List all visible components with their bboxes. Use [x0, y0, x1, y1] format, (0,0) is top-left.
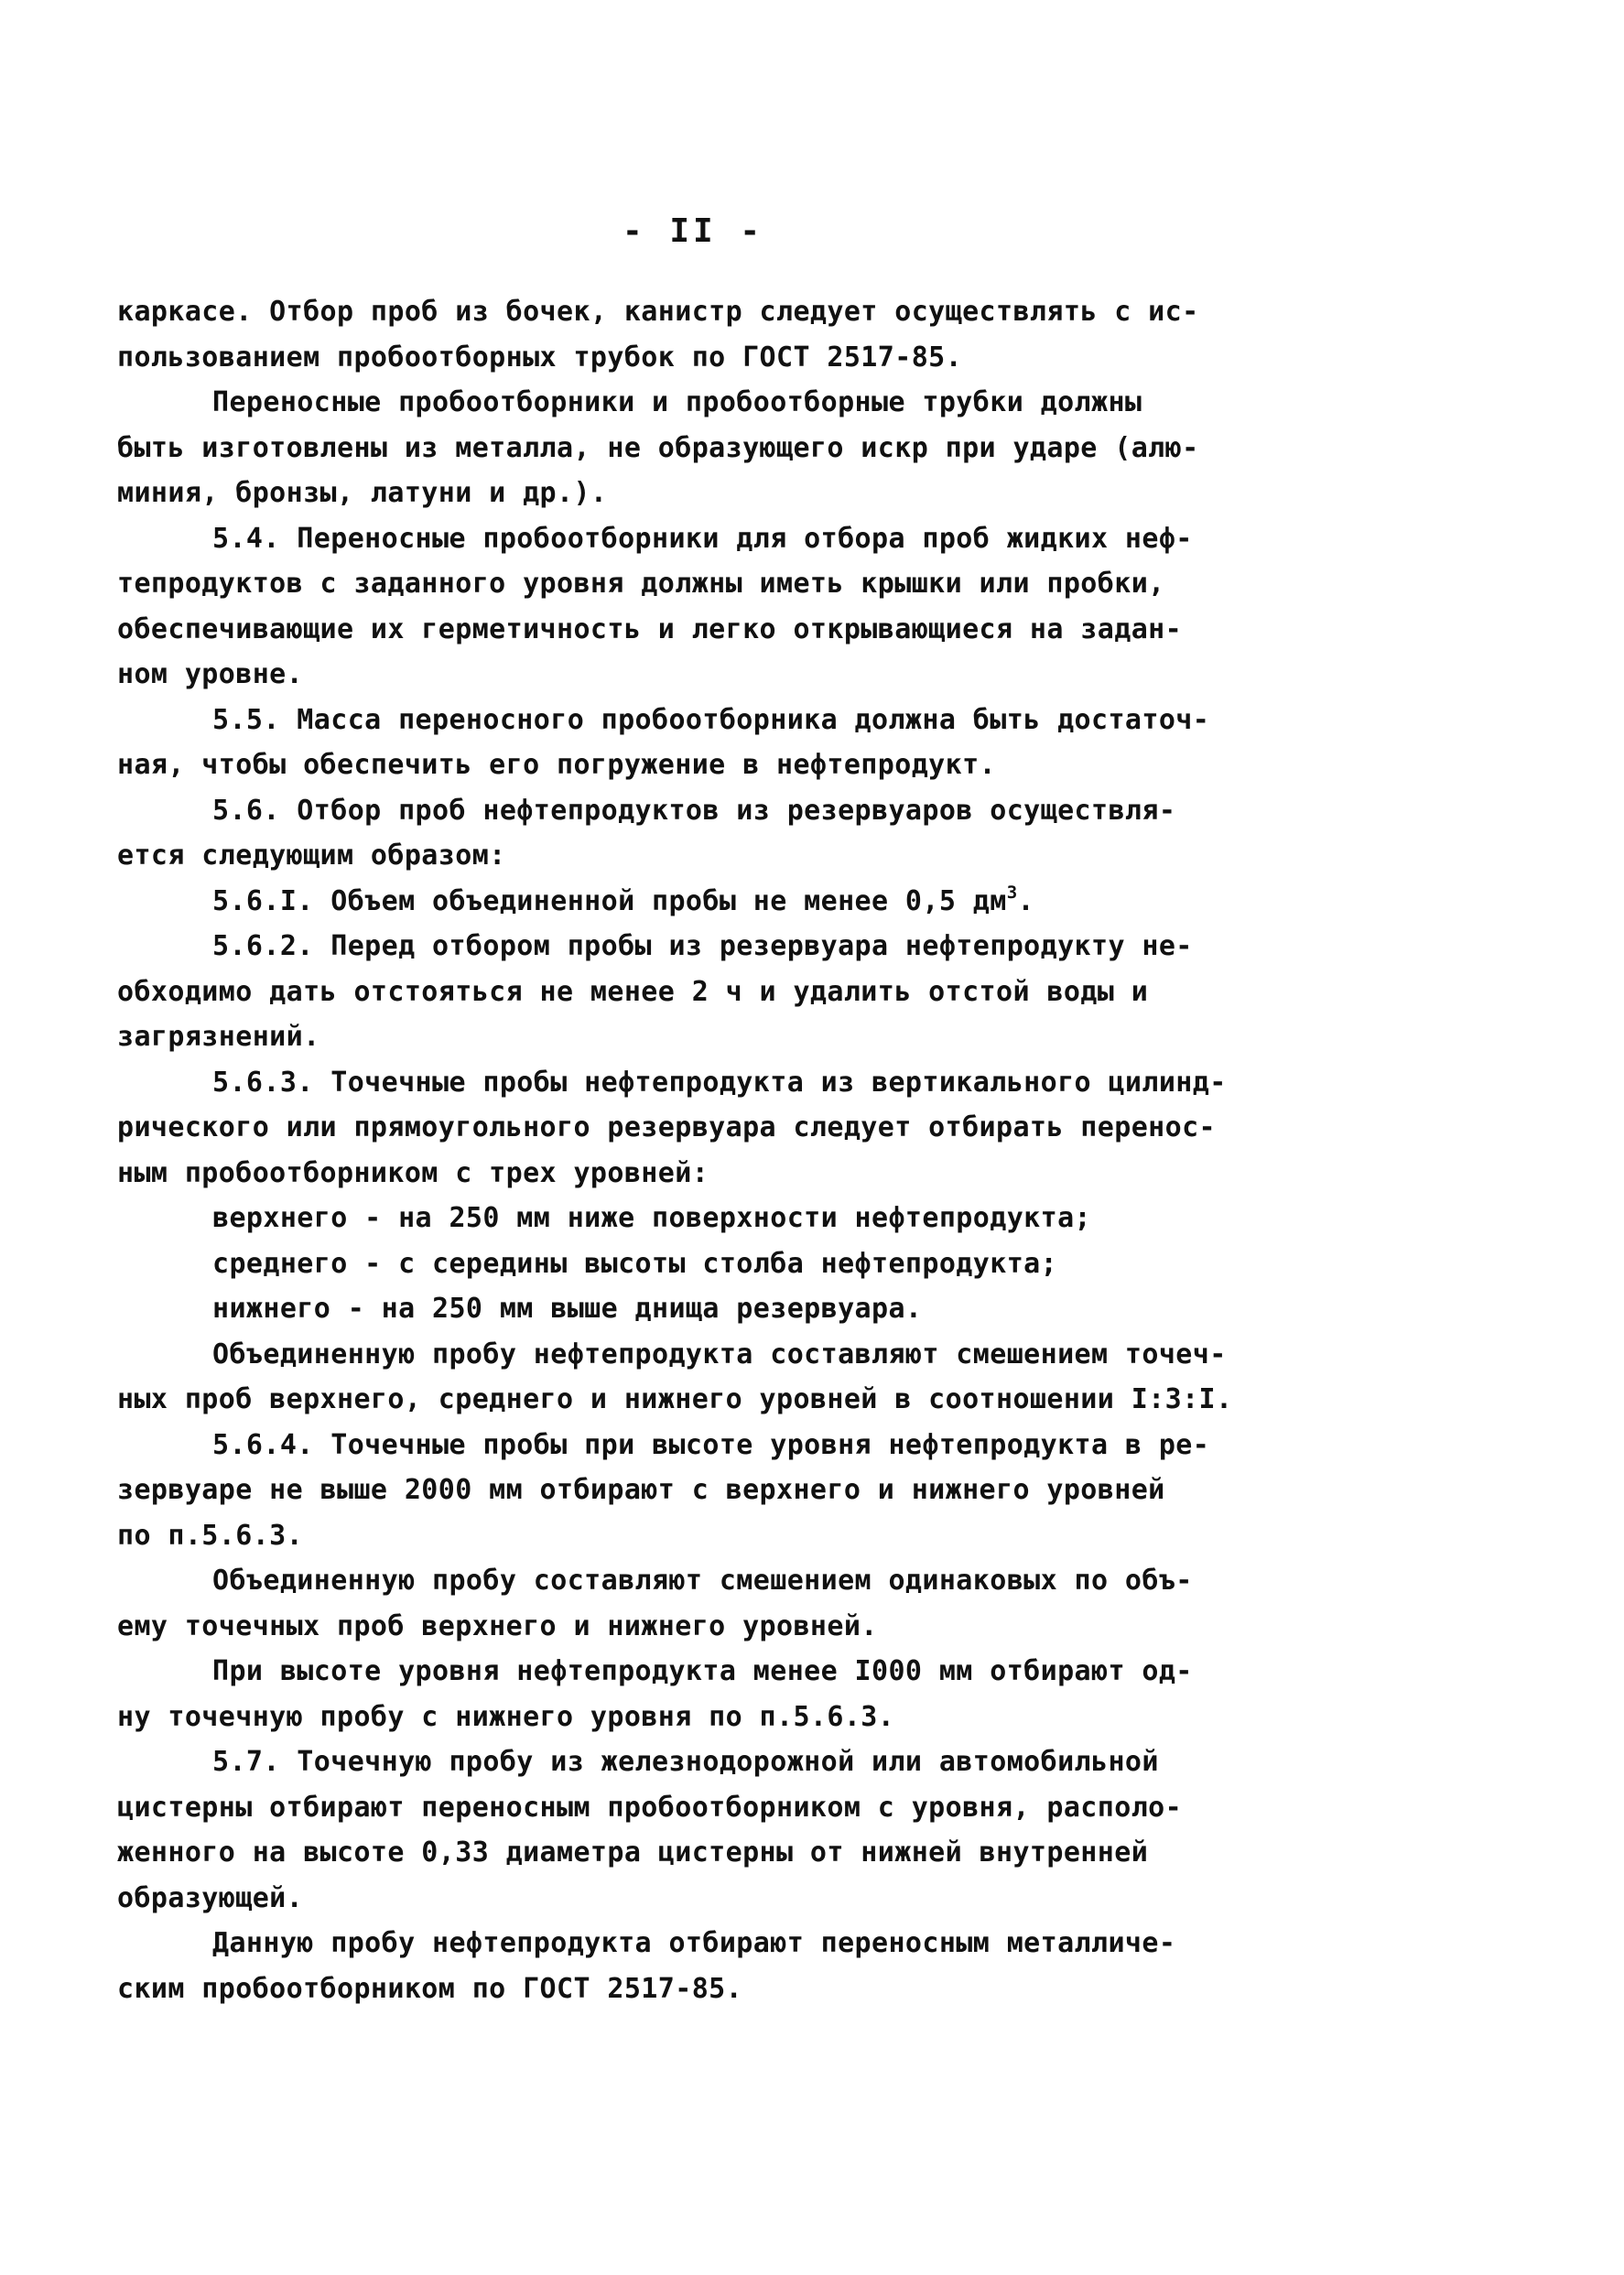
text-line: среднего - с середины высоты столба нефтепродукта; — [212, 1247, 1058, 1280]
superscript: 3 — [1006, 882, 1018, 903]
text-line: рического или прямоугольного резервуара следует отбирать перенос- — [117, 1111, 1216, 1143]
text-line: ется следующим образом: — [117, 840, 506, 872]
text-line: верхнего - на 250 мм ниже поверхности нефтепродукта; — [212, 1202, 1091, 1234]
text-segment: 5.6.I. Объем объединенной пробы не менее 0,5 дм — [212, 884, 1007, 917]
text-line: быть изготовлены из металла, не образующего искр при ударе (алю- — [117, 431, 1199, 464]
text-line: ном уровне. — [117, 658, 304, 690]
text-line: ну точечную пробу с нижнего уровня по п.5.6.3. — [117, 1700, 895, 1733]
text-line: тепродуктов с заданного уровня должны иметь крышки или пробки, — [117, 568, 1165, 600]
text-line: Объединенную пробу нефтепродукта составляют смешением точеч- — [212, 1338, 1227, 1370]
page-number: - II - — [623, 212, 764, 250]
text-line: 5.6. Отбор проб нефтепродуктов из резервуаров осуществля- — [212, 794, 1176, 827]
text-line: Переносные пробоотборники и пробоотборные трубки должны — [212, 386, 1142, 418]
text-line: 5.6.3. Точечные пробы нефтепродукта из вертикального цилинд- — [212, 1066, 1227, 1099]
text-line: обходимо дать отстояться не менее 2 ч и удалить отстой воды и — [117, 975, 1149, 1008]
text-line: При высоте уровня нефтепродукта менее I000 мм отбирают од- — [212, 1655, 1193, 1687]
text-line: ским пробоотборником по ГОСТ 2517-85. — [117, 1972, 743, 2005]
text-line: Данную пробу нефтепродукта отбирают переносным металличе- — [212, 1927, 1176, 1959]
text-line: нижнего - на 250 мм выше днища резервуара. — [212, 1293, 923, 1325]
text-line: цистерны отбирают переносным пробоотборником с уровня, располо- — [117, 1791, 1183, 1824]
text-line: зервуаре не выше 2000 мм отбирают с верхнего и нижнего уровней — [117, 1474, 1165, 1506]
text-segment: . — [1017, 884, 1035, 917]
text-line: ным пробоотборником с трех уровней: — [117, 1156, 709, 1189]
text-line: ная, чтобы обеспечить его погружение в нефтепродукт. — [117, 749, 996, 781]
text-line: пользованием пробоотборных трубок по ГОСТ 2517-85. — [117, 341, 963, 374]
text-line: каркасе. Отбор проб из бочек, канистр следует осуществлять с ис- — [117, 296, 1199, 328]
text-line: Объединенную пробу составляют смешением одинаковых по объ- — [212, 1565, 1193, 1597]
text-line: 5.6.4. Точечные пробы при высоте уровня нефтепродукта в ре- — [212, 1428, 1210, 1461]
text-line: женного на высоте 0,33 диаметра цистерны от нижней внутренней — [117, 1836, 1149, 1869]
body-text — [117, 289, 1564, 2011]
text-line: 5.6.2. Перед отбором пробы из резервуара нефтепродукту не- — [212, 930, 1193, 962]
text-line: образующей. — [117, 1881, 304, 1914]
text-line: ных проб верхнего, среднего и нижнего уровней в соотношении I:3:I. — [117, 1383, 1233, 1415]
text-line: 5.4. Переносные пробоотборники для отбора проб жидких неф- — [212, 522, 1193, 555]
text-line: по п.5.6.3. — [117, 1519, 304, 1552]
text-line: загрязнений. — [117, 1021, 320, 1053]
text-line: обеспечивающие их герметичность и легко открывающиеся на задан- — [117, 612, 1183, 645]
text-line: 5.5. Масса переносного пробоотборника должна быть достаточ- — [212, 703, 1210, 736]
text-line: миния, бронзы, латуни и др.). — [117, 477, 608, 509]
text-line: ему точечных проб верхнего и нижнего уровней. — [117, 1609, 878, 1642]
text-line-with-superscript — [117, 879, 1564, 925]
text-line: 5.7. Точечную пробу из железнодорожной или автомобильной — [212, 1746, 1159, 1778]
